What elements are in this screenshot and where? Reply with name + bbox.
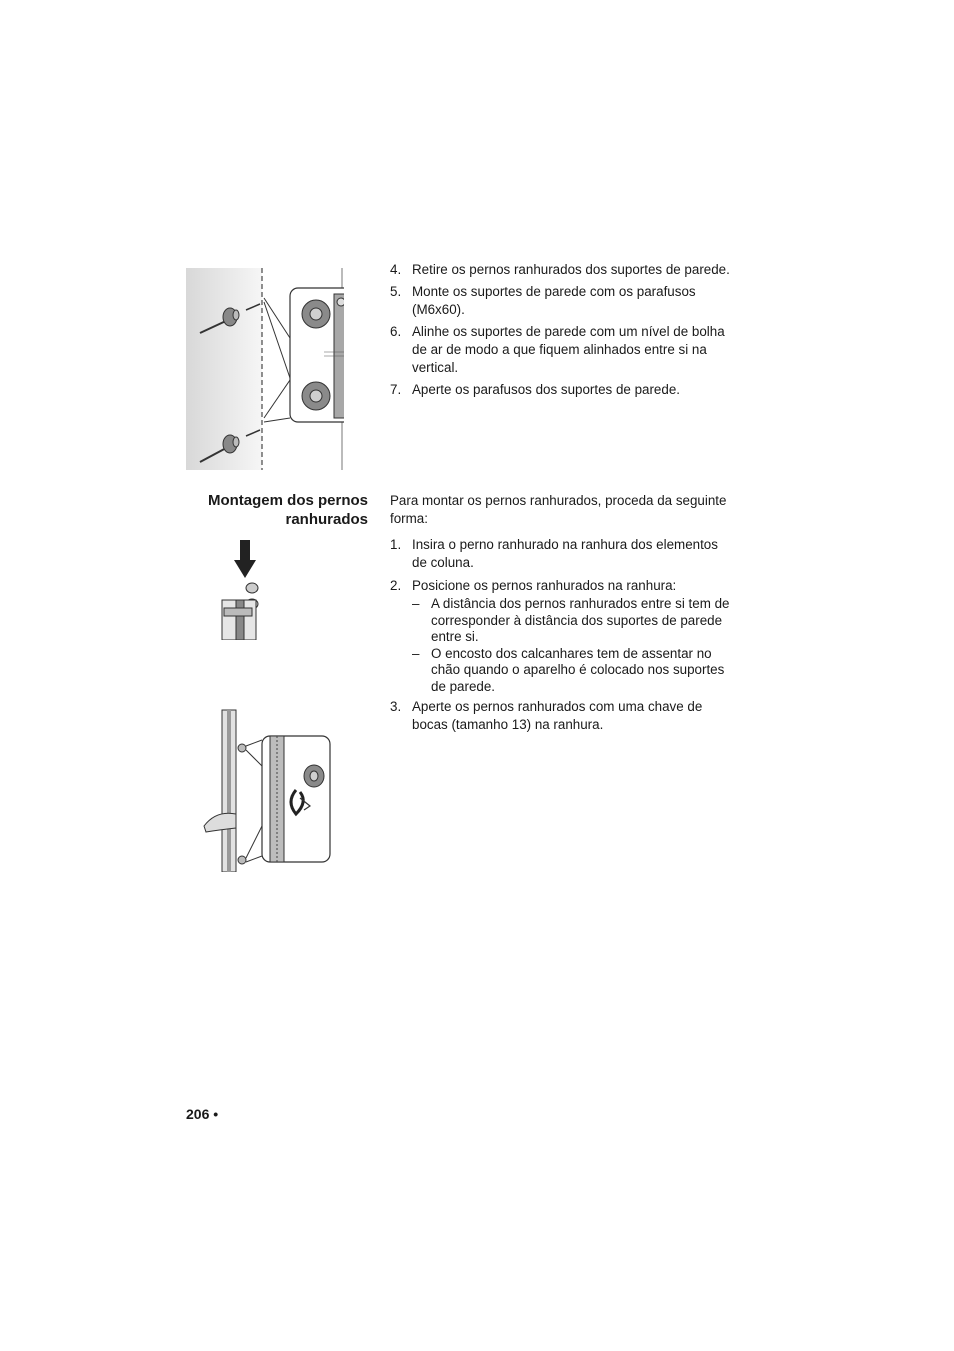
list-item — [390, 261, 735, 279]
section-heading-line2: ranhurados — [285, 511, 368, 528]
list-item — [390, 381, 735, 399]
section-body — [390, 492, 735, 738]
step-number: 6. — [390, 324, 402, 339]
list-item — [390, 698, 735, 734]
page-number: 206 • — [186, 1106, 219, 1122]
dash-bullet: – — [412, 596, 420, 611]
slot-bolt-insert-illustration-icon — [218, 540, 278, 640]
step-text: Posicione os pernos ranhurados na ranhura: — [412, 578, 677, 593]
step-text: Alinhe os suportes de parede com um nível de bolha de ar de modo a que fiquem alinhados entre si na vertical. — [412, 324, 725, 375]
step-text: Aperte os parafusos dos suportes de parede. — [412, 382, 680, 397]
step-text: Aperte os pernos ranhurados com uma chave de bocas (tamanho 13) na ranhura. — [412, 699, 703, 732]
slot-bolt-tighten-illustration-icon — [196, 706, 334, 872]
wall-bracket-steps — [390, 261, 735, 403]
step-number: 1. — [390, 537, 402, 552]
list-item — [390, 323, 735, 377]
slot-bolt-steps — [390, 536, 735, 734]
sub-item-text: A distância dos pernos ranhurados entre si tem de corresponder à distância dos suportes de parede entre si. — [431, 596, 730, 644]
section-heading — [150, 491, 368, 529]
step-number: 3. — [390, 699, 402, 714]
dash-bullet: – — [412, 645, 420, 661]
wall-bracket-illustration-icon — [186, 268, 344, 470]
step-text: Monte os suportes de parede com os parafusos (M6x60). — [412, 284, 696, 317]
section-intro: Para montar os pernos ranhurados, proceda da seguinte forma: — [390, 493, 727, 526]
list-item — [390, 536, 735, 572]
sub-item-text: O encosto dos calcanhares tem de assentar no chão quando o aparelho é colocado nos suportes de parede. — [431, 645, 725, 694]
step-number: 2. — [390, 578, 402, 593]
step-number: 7. — [390, 382, 402, 397]
slot-bolt-insert-figure — [218, 540, 278, 640]
section-heading-line1: Montagem dos pernos — [207, 492, 368, 509]
step2-sublist — [390, 596, 735, 695]
step-number: 4. — [390, 262, 402, 277]
list-item — [390, 577, 735, 695]
step-text: Retire os pernos ranhurados dos suportes de parede. — [412, 262, 730, 277]
step-text: Insira o perno ranhurado na ranhura dos elementos de coluna. — [412, 537, 718, 570]
list-item — [390, 596, 735, 646]
step-number: 5. — [390, 284, 402, 299]
wall-bracket-figure — [186, 268, 344, 470]
list-item — [390, 646, 735, 696]
slot-bolt-tighten-figure — [196, 706, 334, 872]
list-item — [390, 283, 735, 319]
